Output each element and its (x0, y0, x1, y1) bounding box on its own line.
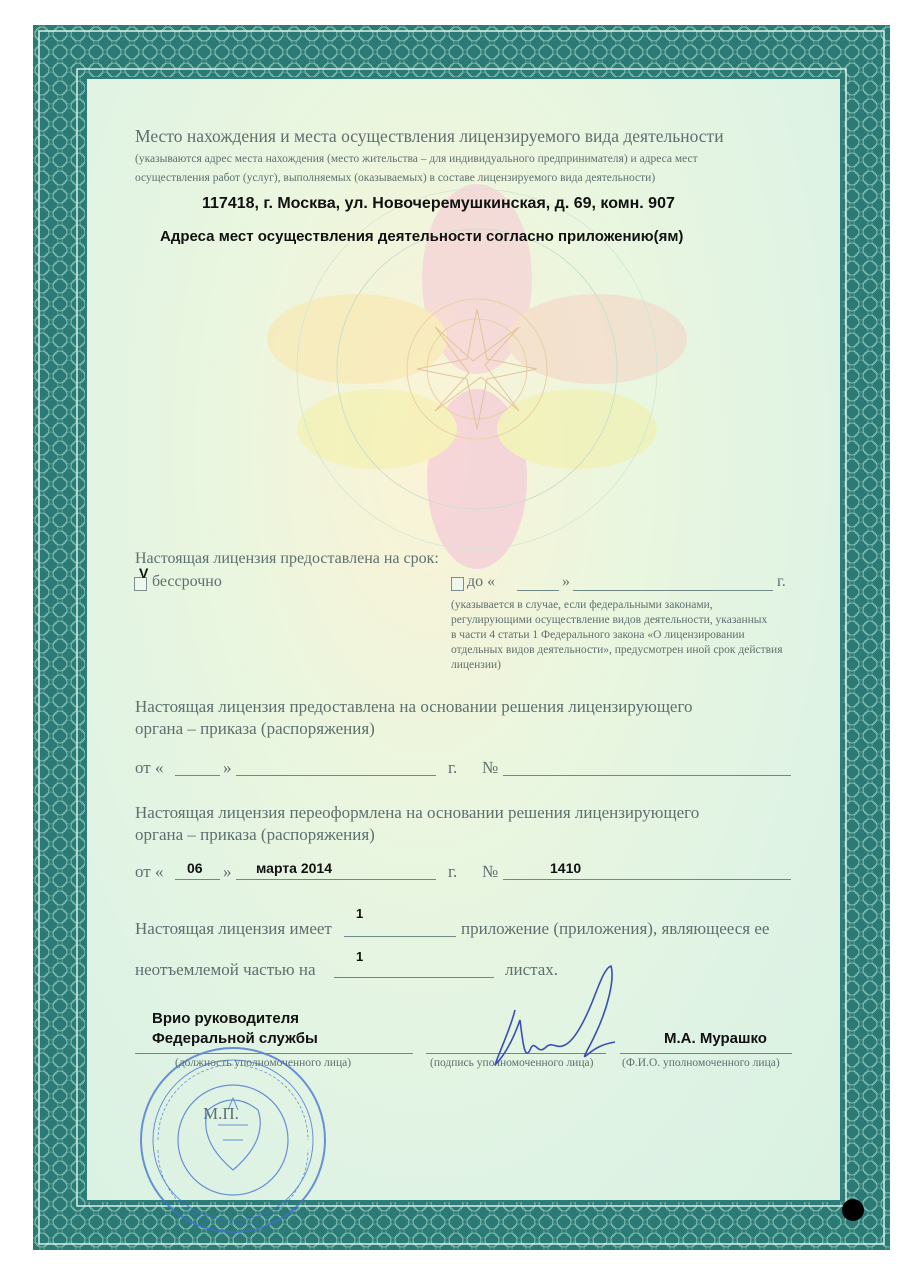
name-caption: (Ф.И.О. уполномоченного лица) (622, 1057, 780, 1069)
granted-day-line (175, 775, 220, 776)
name-line (620, 1053, 792, 1054)
term-note-line2: регулирующими осуществление видов деятельности, указанных (451, 614, 768, 626)
position-line (135, 1053, 413, 1054)
reissued-day: 06 (187, 860, 203, 876)
granted-num-label: № (482, 758, 499, 777)
term-note-line3: в части 4 статьи 1 Федерального закона «О лицензировании (451, 629, 745, 641)
signature-caption: (подпись уполномоченного лица) (430, 1057, 594, 1069)
until-checkbox (451, 577, 464, 591)
term-note-line1: (указывается в случае, если федеральными законами, (451, 599, 713, 611)
appendix-has-label: Настоящая лицензия имеет (135, 919, 332, 938)
reissued-num-label: № (482, 862, 499, 881)
reissued-date-line (236, 879, 436, 880)
header-note-line2: осуществления работ (услуг), выполняемых (оказываемых) в составе лицензируемого вида деятельности) (135, 172, 656, 184)
reissued-day-line (175, 879, 220, 880)
signer-position-line2: Федеральной службы (152, 1030, 318, 1047)
appendix-sheets-label: листах. (505, 960, 559, 979)
punch-hole (842, 1199, 864, 1221)
reissued-quote-close: » (223, 862, 232, 881)
appendix-sheets-line (334, 977, 494, 978)
until-quote-close: » (562, 573, 570, 590)
license-address: 117418, г. Москва, ул. Новочеремушкинская, д. 69, комн. 907 (202, 195, 675, 212)
granted-line2: органа – приказа (распоряжения) (135, 719, 375, 738)
reissued-line2: органа – приказа (распоряжения) (135, 825, 375, 844)
signer-name: М.А. Мурашко (664, 1030, 767, 1047)
term-note-line5: лицензии) (451, 659, 501, 671)
appendix-sheets: 1 (356, 949, 364, 964)
reissued-number-line (503, 879, 791, 880)
appendix-count-line (344, 936, 456, 937)
granted-date-line (236, 775, 436, 776)
reissued-month-year: марта 2014 (256, 860, 333, 876)
position-caption: (должность уполномоченного лица) (175, 1057, 352, 1069)
granted-line1: Настоящая лицензия предоставлена на основании решения лицензирующего (135, 697, 693, 716)
header-note-line1: (указываются адрес места нахождения (место жительства – для индивидуального предпринимателя) и адреса мест (135, 153, 698, 165)
term-intro: Настоящая лицензия предоставлена на срок: (135, 550, 439, 567)
reissued-number: 1410 (550, 860, 582, 876)
granted-quote-close: » (223, 758, 232, 777)
granted-from-label: от « (135, 758, 164, 777)
appendix-rest: приложение (приложения), являющееся ее (461, 919, 770, 938)
handwritten-signature (475, 960, 635, 1080)
reissued-line1: Настоящая лицензия переоформлена на основании решения лицензирующего (135, 803, 700, 822)
signer-position-line1: Врио руководителя (152, 1010, 300, 1027)
until-day-line (517, 590, 559, 591)
reissued-year-suffix: г. (448, 862, 458, 881)
seal-place-label: М.П. (203, 1104, 239, 1123)
unlimited-check-mark: V (139, 565, 149, 581)
activity-addresses-note: Адреса мест осуществления деятельности согласно приложению(ям) (160, 228, 684, 245)
term-note-line4: отдельных видов деятельности», предусмотрен иной срок действия (451, 644, 783, 656)
until-year-suffix: г. (777, 573, 786, 590)
granted-number-line (503, 775, 791, 776)
reissued-from-label: от « (135, 862, 164, 881)
header-title: Место нахождения и места осуществления лицензируемого вида деятельности (135, 126, 724, 146)
appendix-integral-label: неотъемлемой частью на (135, 960, 316, 979)
unlimited-label: бессрочно (152, 573, 222, 590)
appendix-count: 1 (356, 906, 364, 921)
official-seal-stamp (128, 1040, 338, 1240)
until-label: до « (467, 573, 496, 590)
granted-year-suffix: г. (448, 758, 458, 777)
until-date-line (573, 590, 773, 591)
